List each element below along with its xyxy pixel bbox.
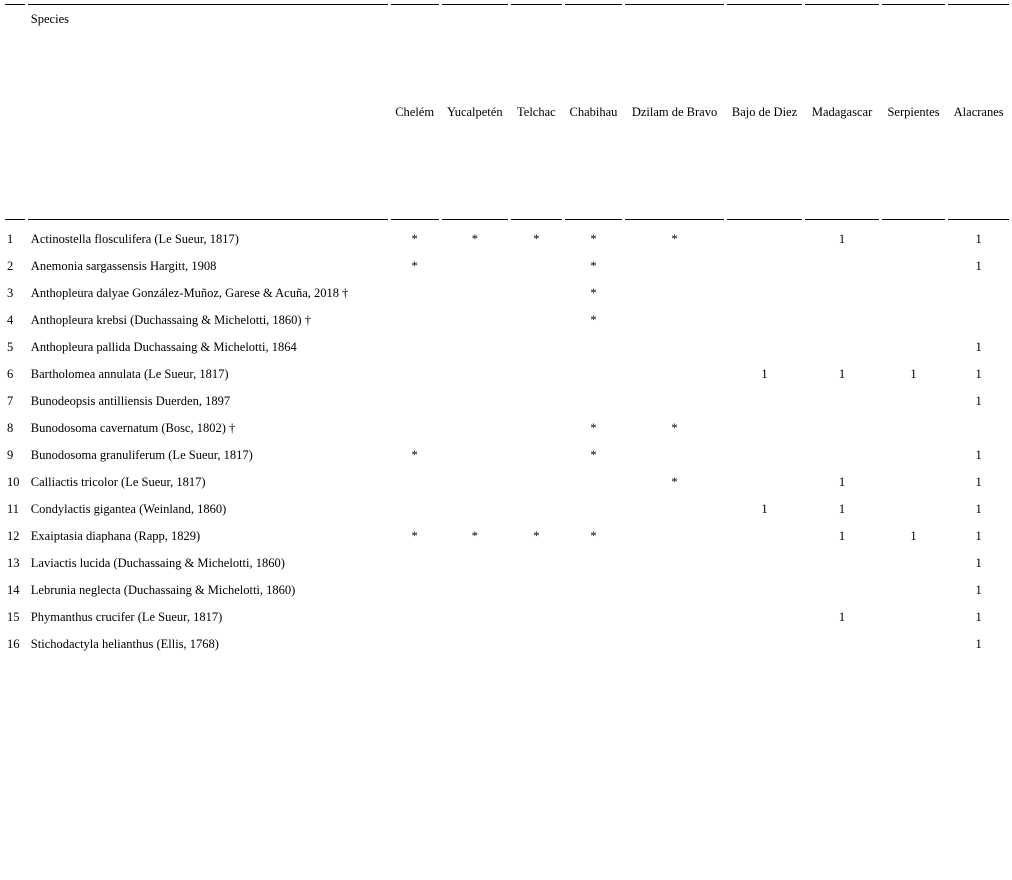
site-value [511, 253, 562, 280]
site-value: 1 [838, 610, 846, 624]
site-value: 1 [975, 232, 982, 246]
site-header: Madagascar [805, 4, 878, 220]
table-row [5, 307, 1009, 334]
site-value [882, 577, 946, 604]
site-header: Telchac [511, 4, 562, 220]
site-value [391, 550, 439, 577]
row-number: 7 [7, 394, 14, 408]
species-name: Bartholomea annulata (Le Sueur, 1817) [30, 367, 229, 381]
site-value [882, 388, 946, 415]
site-value [727, 442, 803, 469]
site-value [882, 334, 946, 361]
site-value [805, 442, 878, 469]
row-number: 13 [7, 556, 20, 570]
site-value [391, 334, 439, 361]
site-value [565, 388, 623, 415]
site-value [727, 388, 803, 415]
site-value [391, 469, 439, 496]
site-value [948, 280, 1009, 307]
site-value [727, 523, 803, 550]
site-value [511, 280, 562, 307]
table-row [5, 220, 1009, 253]
site-value [727, 550, 803, 577]
species-name: Phymanthus crucifer (Le Sueur, 1817) [30, 610, 223, 624]
site-value [882, 550, 946, 577]
site-value [882, 415, 946, 442]
site-value: 1 [838, 502, 846, 516]
row-number: 3 [7, 286, 14, 300]
table-row [5, 523, 1009, 550]
site-value: 1 [975, 475, 982, 489]
site-value: * [411, 529, 418, 543]
site-value [565, 469, 623, 496]
site-value [727, 220, 803, 253]
row-number: 6 [7, 367, 14, 381]
species-name: Exaiptasia diaphana (Rapp, 1829) [30, 529, 201, 543]
site-value: * [533, 529, 540, 543]
row-number: 8 [7, 421, 14, 435]
site-value [882, 253, 946, 280]
site-value: 1 [838, 529, 846, 543]
site-value: * [671, 421, 678, 435]
site-value [511, 631, 562, 658]
site-value [565, 577, 623, 604]
site-value [391, 388, 439, 415]
site-value [442, 496, 509, 523]
species-name: Calliactis tricolor (Le Sueur, 1817) [30, 475, 206, 489]
site-value [442, 388, 509, 415]
site-value [727, 307, 803, 334]
site-value [511, 307, 562, 334]
site-value [625, 388, 723, 415]
table-body [5, 220, 1009, 658]
site-value: 1 [910, 529, 917, 543]
row-number: 4 [7, 313, 14, 327]
site-header: Chabihau [565, 4, 623, 220]
table-row [5, 631, 1009, 658]
site-value [442, 442, 509, 469]
site-value [727, 334, 803, 361]
site-value [882, 307, 946, 334]
site-value: 1 [975, 367, 982, 381]
site-value: * [471, 529, 478, 543]
species-name: Stichodactyla helianthus (Ellis, 1768) [30, 637, 219, 651]
site-value [727, 469, 803, 496]
site-value [442, 550, 509, 577]
table-row [5, 469, 1009, 496]
site-value: 1 [975, 502, 982, 516]
site-value [442, 604, 509, 631]
species-name: Bunodosoma granuliferum (Le Sueur, 1817) [30, 448, 253, 462]
site-value [565, 631, 623, 658]
site-value [391, 307, 439, 334]
site-value [511, 469, 562, 496]
site-value: 1 [975, 610, 982, 624]
site-value [391, 415, 439, 442]
site-value [625, 577, 723, 604]
site-value [442, 280, 509, 307]
site-value [511, 496, 562, 523]
species-name: Bunodosoma cavernatum (Bosc, 1802) † [30, 421, 236, 435]
row-number: 10 [7, 475, 20, 489]
site-value: 1 [975, 583, 982, 597]
site-value [442, 307, 509, 334]
site-value: 1 [761, 502, 768, 516]
table-row [5, 361, 1009, 388]
site-value: * [590, 259, 597, 273]
site-value [948, 415, 1009, 442]
site-value [511, 550, 562, 577]
species-name: Anthopleura pallida Duchassaing & Michelotti, 1864 [30, 340, 297, 354]
row-number: 2 [7, 259, 14, 273]
species-name: Laviactis lucida (Duchassaing & Michelotti, 1860) [30, 556, 285, 570]
table-row [5, 496, 1009, 523]
site-value: 1 [975, 637, 982, 651]
table-row [5, 388, 1009, 415]
species-name: Anthopleura dalyae González-Muñoz, Garese & Acuña, 2018 † [30, 286, 349, 300]
site-value [805, 253, 878, 280]
site-value [625, 253, 723, 280]
site-value: * [671, 232, 678, 246]
site-value [391, 604, 439, 631]
site-value [565, 496, 623, 523]
site-value [565, 361, 623, 388]
site-value [511, 604, 562, 631]
site-value [391, 577, 439, 604]
species-name: Lebrunia neglecta (Duchassaing & Michelotti, 1860) [30, 583, 296, 597]
site-value [805, 577, 878, 604]
site-value: * [590, 232, 597, 246]
site-value [882, 220, 946, 253]
species-header: Species [28, 4, 388, 220]
site-value [805, 550, 878, 577]
site-value [882, 280, 946, 307]
site-value [442, 253, 509, 280]
site-value [511, 334, 562, 361]
site-value [882, 604, 946, 631]
site-value [625, 523, 723, 550]
site-value: * [471, 232, 478, 246]
site-value [727, 577, 803, 604]
site-header: Bajo de Diez [727, 4, 803, 220]
site-header: Serpientes [882, 4, 946, 220]
table-row [5, 604, 1009, 631]
site-value [948, 307, 1009, 334]
site-value [727, 631, 803, 658]
row-number: 12 [7, 529, 20, 543]
site-value: * [411, 448, 418, 462]
site-value [625, 496, 723, 523]
site-value [805, 415, 878, 442]
table-row [5, 280, 1009, 307]
site-value: * [533, 232, 540, 246]
site-value: * [411, 232, 418, 246]
table-row [5, 550, 1009, 577]
site-value [727, 415, 803, 442]
site-value: 1 [910, 367, 917, 381]
site-value [805, 631, 878, 658]
site-value: * [590, 313, 597, 327]
species-name: Condylactis gigantea (Weinland, 1860) [30, 502, 227, 516]
site-value [511, 577, 562, 604]
site-value [805, 307, 878, 334]
site-value: 1 [761, 367, 768, 381]
site-value [625, 280, 723, 307]
site-header: Dzilam de Bravo [625, 4, 723, 220]
row-number: 15 [7, 610, 20, 624]
site-value [727, 280, 803, 307]
site-value [805, 334, 878, 361]
site-value [625, 361, 723, 388]
site-value [565, 334, 623, 361]
site-value: * [590, 448, 597, 462]
table-row [5, 253, 1009, 280]
species-name: Actinostella flosculifera (Le Sueur, 1817) [30, 232, 239, 246]
site-value [442, 334, 509, 361]
site-value [727, 253, 803, 280]
species-name: Anemonia sargassensis Hargitt, 1908 [30, 259, 217, 273]
site-value [511, 388, 562, 415]
site-value: * [590, 529, 597, 543]
site-value [391, 631, 439, 658]
site-value: * [590, 421, 597, 435]
site-value [882, 496, 946, 523]
site-value [882, 442, 946, 469]
table-row [5, 442, 1009, 469]
site-value [625, 550, 723, 577]
site-value: 1 [838, 232, 846, 246]
site-value: 1 [975, 340, 982, 354]
site-value [882, 631, 946, 658]
site-value [625, 604, 723, 631]
table-row [5, 334, 1009, 361]
site-value [511, 361, 562, 388]
site-value [442, 361, 509, 388]
site-value: * [411, 259, 418, 273]
site-value: 1 [838, 367, 846, 381]
table-row [5, 415, 1009, 442]
site-value [391, 361, 439, 388]
site-header: Chelém [391, 4, 439, 220]
site-value [565, 604, 623, 631]
site-value [442, 415, 509, 442]
site-value: * [671, 475, 678, 489]
site-value [625, 307, 723, 334]
site-value: 1 [975, 556, 982, 570]
site-value: 1 [975, 448, 982, 462]
table-row [5, 577, 1009, 604]
site-value [391, 280, 439, 307]
site-value [391, 496, 439, 523]
row-number: 1 [7, 232, 14, 246]
site-header: Yucalpetén [442, 4, 509, 220]
site-value [442, 469, 509, 496]
species-name: Bunodeopsis antilliensis Duerden, 1897 [30, 394, 231, 408]
site-value [442, 577, 509, 604]
site-value: 1 [975, 394, 982, 408]
row-number: 11 [7, 502, 20, 516]
site-header: Alacranes [948, 4, 1009, 220]
site-value [565, 550, 623, 577]
row-number: 14 [7, 583, 20, 597]
site-value [727, 604, 803, 631]
species-name: Anthopleura krebsi (Duchassaing & Michelotti, 1860) † [30, 313, 311, 327]
row-number: 5 [7, 340, 14, 354]
index-header [5, 4, 25, 220]
site-value: 1 [975, 259, 982, 273]
site-value [625, 334, 723, 361]
site-value: 1 [975, 529, 982, 543]
site-value [625, 631, 723, 658]
site-value: * [590, 286, 597, 300]
row-number: 16 [7, 637, 20, 651]
site-value [805, 388, 878, 415]
row-number: 9 [7, 448, 14, 462]
site-value: 1 [838, 475, 846, 489]
site-value [511, 442, 562, 469]
header-row [5, 4, 1009, 220]
site-value [511, 415, 562, 442]
species-distribution-table [2, 4, 1012, 658]
site-value [442, 631, 509, 658]
site-value [625, 442, 723, 469]
site-value [882, 469, 946, 496]
site-value [805, 280, 878, 307]
